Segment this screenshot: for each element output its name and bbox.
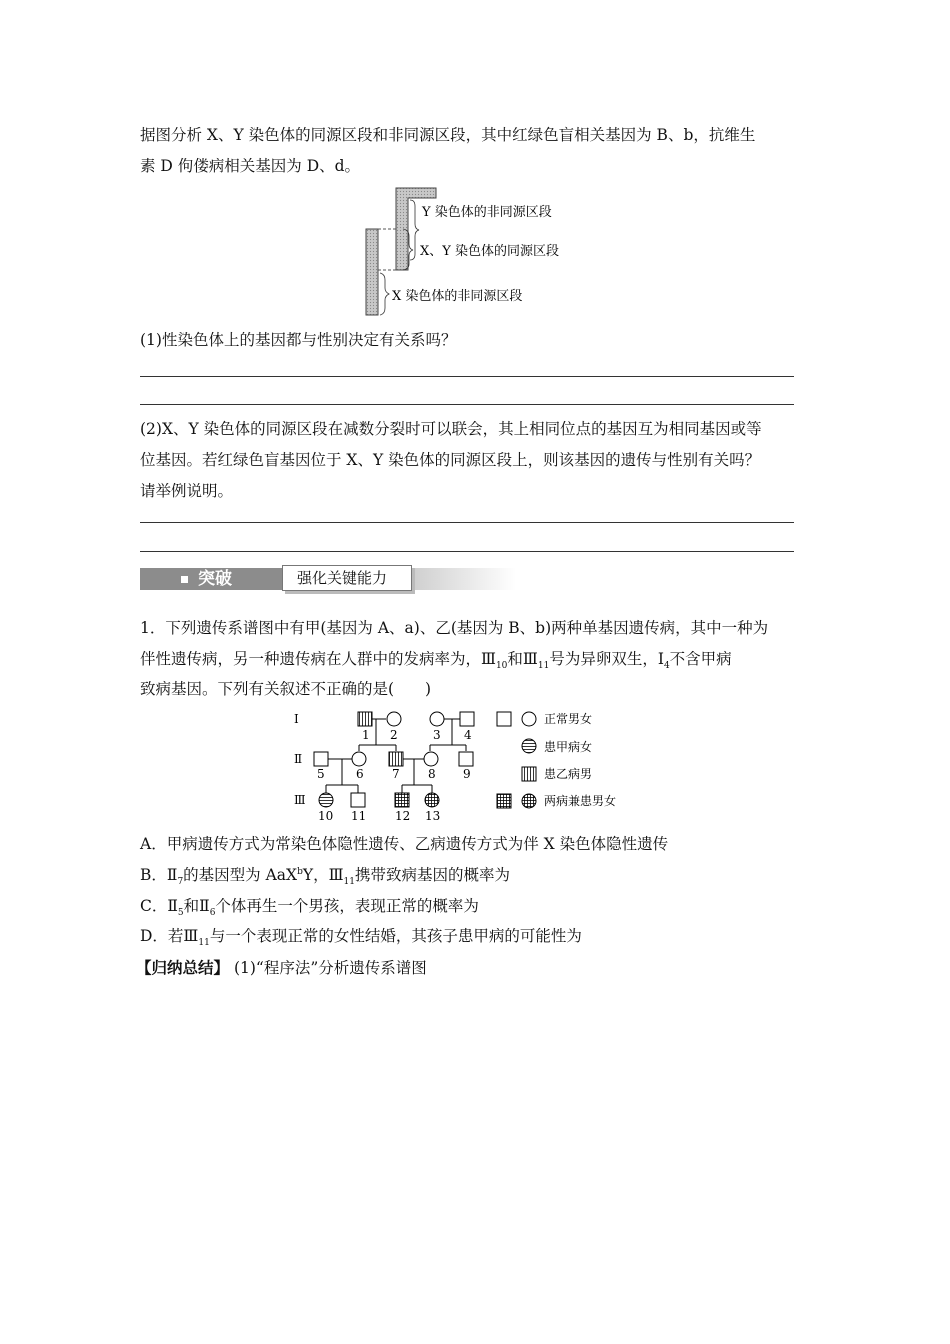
generation-label: Ⅰ [294,712,299,726]
individual-number: 2 [390,728,398,742]
answer-line [140,522,794,523]
summary-text: (1)“程序法”分析遗传系谱图 [229,959,427,977]
individual-number: 5 [317,767,325,781]
intro-line-2: 素 D 佝偻病相关基因为 D、d。 [140,157,361,175]
individual-3 [430,712,444,726]
banner-dark-block [140,568,282,590]
legend-both-label: 两病兼患男女 [544,794,617,808]
answer-line [140,404,794,405]
individual-5 [314,752,328,766]
option-d: D．若$Ⅲ_{11}$与一个表现正常的女性结婚，其孩子患甲病的可能性为 [140,927,582,949]
individual-number: 12 [395,809,411,823]
question-1: (1)性染色体上的基因都与性别决定有关系吗？ [140,331,457,349]
summary-line [136,954,808,982]
intro-line-1: 据图分析 X、Y 染色体的同源区段和非同源区段，其中红绿色盲相关基因为 B、b，抗维生 [140,126,756,144]
banner-subtitle-box [282,565,412,591]
individual-number: 11 [351,809,367,823]
problem-1-line-2: 伴性遗传病，另一种遗传病在人群中的发病率为，$Ⅲ_{10}$和$Ⅲ_{11}$号为异卵双生，$Ⅰ_4$不含甲病 [140,650,732,672]
section-banner [140,565,516,595]
answer-line [140,376,794,377]
individual-10 [319,793,333,807]
option-c: C．$Ⅱ_5$和$Ⅱ_6$个体再生一个男孩，表现正常的概率为 [140,897,479,919]
label-x-nonhomologous: X 染色体的非同源区段 [392,289,523,304]
legend-normal-female-icon [522,712,536,726]
individual-8 [424,752,438,766]
individual-4 [460,712,474,726]
problem-1-line-3: 致病基因。下列有关叙述不正确的是( ) [140,680,432,698]
summary-label: 【归纳总结】 [136,959,230,977]
legend-disease-b-label: 患乙病男 [544,767,593,781]
legend-both-female-icon [522,794,536,808]
individual-number: 9 [463,767,471,781]
legend-disease-a-female-icon [522,739,536,753]
bullet-square-icon [181,576,188,583]
question-2-line-1: (2)X、Y 染色体的同源区段在减数分裂时可以联会，其上相同位点的基因互为相同基因或等 [140,420,762,438]
question-2-line-2: 位基因。若红绿色盲基因位于 X、Y 染色体的同源区段上，则该基因的遗传与性别有关吗？ [140,451,761,469]
individual-number: 4 [464,728,472,742]
individual-number: 6 [356,767,364,781]
individual-9 [459,752,473,766]
label-xy-homologous: X、Y 染色体的同源区段 [420,244,559,259]
individual-6 [352,752,366,766]
brace-x [380,273,389,315]
individual-13 [425,793,439,807]
problem-1-line-1: 1．下列遗传系谱图中有甲(基因为 A、a)、乙(基因为 B、b)两种单基因遗传病，其中一种为 [140,619,769,637]
individual-2 [387,712,401,726]
legend-both-male-icon [497,794,511,808]
option-a: A．甲病遗传方式为常染色体隐性遗传、乙病遗传方式为伴 X 染色体隐性遗传 [140,835,669,853]
individual-1 [358,712,372,726]
individual-11 [351,793,365,807]
individual-12 [395,793,409,807]
x-chromosome [366,229,378,315]
individual-number: 10 [318,809,334,823]
individual-number: 8 [428,767,436,781]
banner-title: 突破 [198,569,232,589]
individual-number: 7 [392,767,400,781]
legend-normal-male-icon [497,712,511,726]
legend-disease-b-male-icon [522,767,536,781]
legend-normal-label: 正常男女 [544,712,593,726]
individual-number: 1 [362,728,370,742]
chromosome-diagram [360,184,620,319]
answer-line [140,551,794,552]
individual-7 [389,752,403,766]
option-b: B．$Ⅱ_7$的基因型为 AaX$^b$Y，$Ⅲ_{11}$携带致病基因的概率为 [140,866,510,888]
individual-number: 3 [433,728,441,742]
banner-fade [415,568,516,590]
question-2-line-3: 请举例说明。 [140,482,234,500]
banner-subtitle: 强化关键能力 [297,569,388,587]
individual-number: 13 [425,809,441,823]
pedigree-chart [286,706,652,826]
label-y-nonhomologous: Y 染色体的非同源区段 [422,205,552,220]
generation-label: Ⅲ [294,793,306,807]
generation-label: Ⅱ [294,752,303,766]
legend-disease-a-label: 患甲病女 [544,740,593,754]
